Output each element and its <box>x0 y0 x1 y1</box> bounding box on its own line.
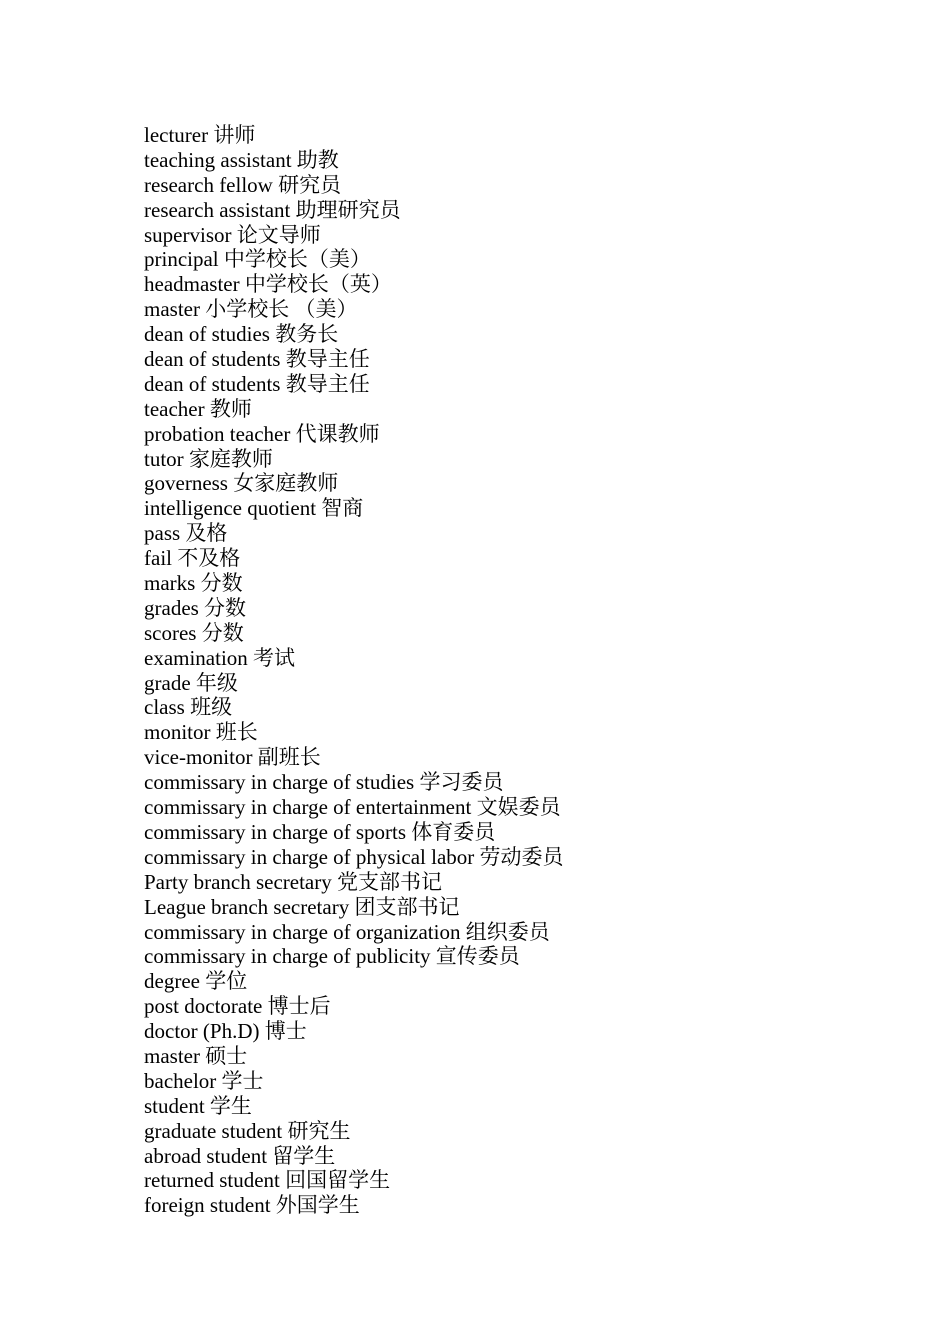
vocabulary-entry: degree 学位 <box>144 969 248 994</box>
vocabulary-entry: bachelor 学士 <box>144 1068 264 1093</box>
vocabulary-entry: vice-monitor 副班长 <box>144 745 321 770</box>
vocabulary-entry: foreign student 外国学生 <box>144 1193 360 1218</box>
vocabulary-entry: Party branch secretary 党支部书记 <box>144 869 442 894</box>
vocabulary-entry: doctor (Ph.D) 博士 <box>144 1019 307 1044</box>
vocabulary-entry: commissary in charge of publicity 宣传委员 <box>144 944 520 969</box>
vocabulary-entry: scores 分数 <box>144 620 244 645</box>
vocabulary-entry: graduate student 研究生 <box>144 1118 351 1143</box>
vocabulary-entry: supervisor 论文导师 <box>144 222 321 247</box>
vocabulary-entry: commissary in charge of studies 学习委员 <box>144 770 504 795</box>
vocabulary-entry: headmaster 中学校长（英） <box>144 272 392 297</box>
vocabulary-entry: fail 不及格 <box>144 546 241 571</box>
vocabulary-entry: principal 中学校长（美） <box>144 247 371 272</box>
vocabulary-entry: pass 及格 <box>144 521 228 546</box>
vocabulary-entry: student 学生 <box>144 1093 252 1118</box>
vocabulary-entry: grades 分数 <box>144 595 247 620</box>
vocabulary-entry: dean of studies 教务长 <box>144 322 339 347</box>
vocabulary-entry: dean of students 教导主任 <box>144 371 370 396</box>
vocabulary-entry: tutor 家庭教师 <box>144 446 273 471</box>
vocabulary-entry: commissary in charge of organization 组织委员 <box>144 919 550 944</box>
vocabulary-entry: research fellow 研究员 <box>144 172 342 197</box>
vocabulary-entry: commissary in charge of entertainment 文娱委员 <box>144 795 561 820</box>
vocabulary-entry: League branch secretary 团支部书记 <box>144 894 460 919</box>
vocabulary-entry: monitor 班长 <box>144 720 258 745</box>
vocabulary-entry: commissary in charge of physical labor 劳动委员 <box>144 844 564 869</box>
vocabulary-entry: intelligence quotient 智商 <box>144 496 364 521</box>
vocabulary-entry: post doctorate 博士后 <box>144 994 331 1019</box>
vocabulary-entry: dean of students 教导主任 <box>144 347 370 372</box>
vocabulary-entry: master 硕士 <box>144 1043 248 1068</box>
vocabulary-entry: probation teacher 代课教师 <box>144 421 380 446</box>
vocabulary-entry: governess 女家庭教师 <box>144 471 339 496</box>
vocabulary-entry: master 小学校长 （美） <box>144 297 358 322</box>
vocabulary-entry: examination 考试 <box>144 645 296 670</box>
vocabulary-entry: class 班级 <box>144 695 233 720</box>
vocabulary-entry: teaching assistant 助教 <box>144 147 339 172</box>
vocabulary-list <box>144 123 564 1218</box>
vocabulary-entry: teacher 教师 <box>144 396 252 421</box>
vocabulary-entry: grade 年级 <box>144 670 238 695</box>
vocabulary-entry: marks 分数 <box>144 571 243 596</box>
vocabulary-entry: commissary in charge of sports 体育委员 <box>144 819 496 844</box>
vocabulary-entry: research assistant 助理研究员 <box>144 197 401 222</box>
vocabulary-entry: returned student 回国留学生 <box>144 1168 391 1193</box>
vocabulary-entry: abroad student 留学生 <box>144 1143 336 1168</box>
vocabulary-entry: lecturer 讲师 <box>144 123 256 147</box>
